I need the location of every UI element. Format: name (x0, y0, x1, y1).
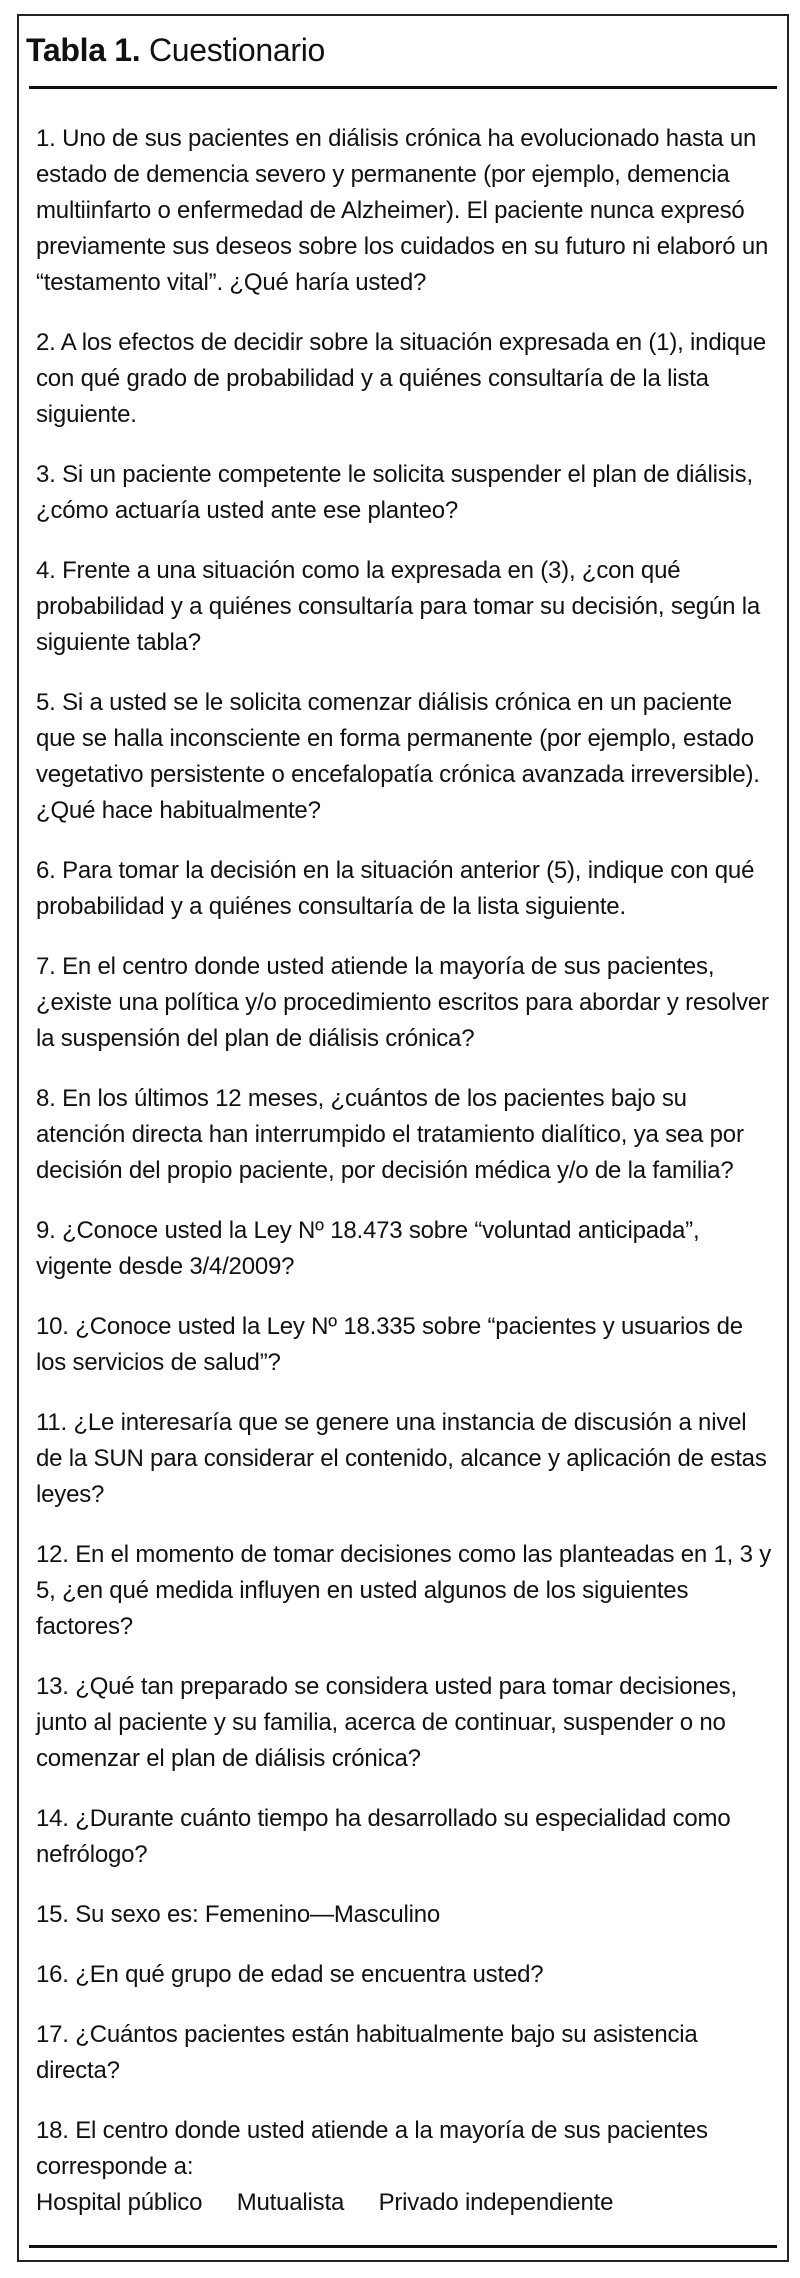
question-text: 7. En el centro donde usted atiende la mayoría de sus pacientes, ¿existe una política y/o procedimiento escritos para abordar y resolver la suspensión del plan de diálisis crónica? (36, 953, 769, 1052)
question-list (36, 121, 777, 2245)
question-17 (36, 2017, 777, 2089)
question-text: 12. En el momento de tomar decisiones como las planteadas en 1, 3 y 5, ¿en qué medida influyen en usted algunos de los siguientes factores? (36, 1541, 772, 1640)
footer-divider (29, 2245, 777, 2248)
question-2 (36, 325, 777, 433)
question-3 (36, 457, 777, 529)
question-9 (36, 1213, 777, 1285)
option-privado-independiente: Privado independiente (378, 2189, 614, 2216)
question-text: 8. En los últimos 12 meses, ¿cuántos de los pacientes bajo su atención directa han interrumpido el tratamiento dialítico, ya sea por decisión del propio paciente, por decisión médica y/o de la familia? (36, 1085, 744, 1184)
question-text: 9. ¿Conoce usted la Ley Nº 18.473 sobre “voluntad anticipada”, vigente desde 3/4/2009? (36, 1217, 700, 1280)
option-hospital-publico: Hospital público (36, 2189, 203, 2216)
question-6 (36, 853, 777, 925)
table-title-text: Cuestionario (148, 32, 326, 68)
questionnaire-table (17, 14, 789, 2262)
question-text: 10. ¿Conoce usted la Ley Nº 18.335 sobre “pacientes y usuarios de los servicios de salud”? (36, 1313, 743, 1376)
question-text: 2. A los efectos de decidir sobre la situación expresada en (1), indique con qué grado de probabilidad y a quiénes consultaría de la lista siguiente. (36, 329, 767, 428)
question-text: 6. Para tomar la decisión en la situación anterior (5), indique con qué probabilidad y a quiénes consultaría de la lista siguiente. (36, 857, 755, 920)
question-4 (36, 553, 777, 661)
question-18 (36, 2113, 777, 2221)
answer-options (36, 2185, 777, 2221)
question-10 (36, 1309, 777, 1381)
question-5 (36, 685, 777, 829)
question-7 (36, 949, 777, 1057)
header-divider (29, 86, 777, 89)
question-text: 11. ¿Le interesaría que se genere una instancia de discusión a nivel de la SUN para considerar el contenido, alcance y aplicación de estas leyes? (36, 1409, 767, 1508)
question-14 (36, 1801, 777, 1873)
question-11 (36, 1405, 777, 1513)
question-text: 16. ¿En qué grupo de edad se encuentra usted? (36, 1961, 544, 1988)
question-text: 4. Frente a una situación como la expresada en (3), ¿con qué probabilidad y a quiénes consultaría para tomar su decisión, según la siguiente tabla? (36, 557, 760, 656)
table-label: Tabla 1. (26, 32, 141, 68)
table-title (26, 30, 325, 70)
question-1 (36, 121, 777, 301)
table-header (19, 16, 787, 86)
question-text: 17. ¿Cuántos pacientes están habitualmente bajo su asistencia directa? (36, 2021, 698, 2084)
question-text: 3. Si un paciente competente le solicita suspender el plan de diálisis, ¿cómo actuaría usted ante ese planteo? (36, 461, 753, 524)
question-12 (36, 1537, 777, 1645)
question-text: 1. Uno de sus pacientes en diálisis crónica ha evolucionado hasta un estado de demencia severo y permanente (por ejemplo, demencia multiinfarto o enfermedad de Alzheimer). El paciente nunca expresó previamente sus deseos sobre los cuidados en su futuro ni elaboró un “testamento vital”. ¿Qué haría usted? (36, 125, 769, 296)
question-text: 5. Si a usted se le solicita comenzar diálisis crónica en un paciente que se halla inconsciente en forma permanente (por ejemplo, estado vegetativo persistente o encefalopatía crónica avanzada irreversible). ¿Qué hace habitualmente? (36, 689, 760, 824)
option-mutualista: Mutualista (236, 2189, 345, 2216)
question-8 (36, 1081, 777, 1189)
question-16 (36, 1957, 777, 1993)
question-15 (36, 1897, 777, 1933)
question-13 (36, 1669, 777, 1777)
question-text: 18. El centro donde usted atiende a la mayoría de sus pacientes corresponde a: (36, 2117, 708, 2180)
question-text: 13. ¿Qué tan preparado se considera usted para tomar decisiones, junto al paciente y su familia, acerca de continuar, suspender o no comenzar el plan de diálisis crónica? (36, 1673, 737, 1772)
question-text: 14. ¿Durante cuánto tiempo ha desarrollado su especialidad como nefrólogo? (36, 1805, 731, 1868)
question-text: 15. Su sexo es: Femenino—Masculino (36, 1901, 441, 1928)
